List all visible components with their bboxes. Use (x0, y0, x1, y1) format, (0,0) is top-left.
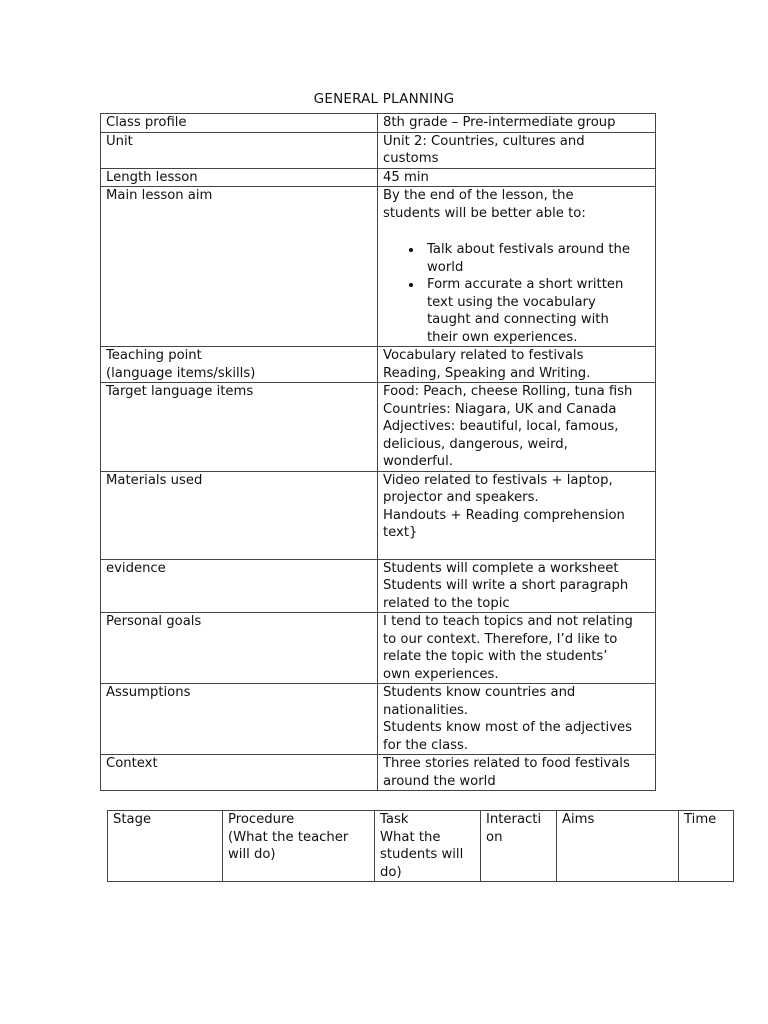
table-header-row (108, 811, 734, 882)
table-row (101, 187, 656, 347)
task-header (375, 811, 481, 882)
aims-header: Aims (557, 811, 679, 882)
list-item-line: text using the vocabulary (427, 294, 596, 310)
table-row (101, 471, 656, 559)
target-language-value (378, 383, 656, 472)
assumptions-label: Assumptions (101, 684, 378, 755)
assumptions-line: Students know countries and (383, 685, 576, 700)
materials-line: text} (383, 525, 418, 540)
context-line: Three stories related to food festivals (383, 756, 630, 771)
unit-value (378, 132, 656, 168)
table-row (101, 613, 656, 684)
materials-line: Handouts + Reading comprehension (383, 507, 625, 523)
teaching-point-label (101, 347, 378, 383)
context-label: Context (101, 755, 378, 791)
procedure-header-line: Procedure (228, 812, 295, 827)
personal-goals-value (378, 613, 656, 684)
materials-value (378, 471, 656, 559)
context-value (378, 755, 656, 791)
materials-label: Materials used (101, 471, 378, 559)
list-item-line: their own experiences. (427, 329, 578, 345)
evidence-line: related to the topic (383, 595, 510, 611)
task-header-line: What the (380, 829, 441, 845)
length-label: Length lesson (101, 168, 378, 187)
task-header-line: do) (380, 864, 402, 880)
assumptions-line: nationalities. (383, 702, 469, 718)
list-item-line: taught and connecting with (427, 312, 609, 327)
class-profile-value: 8th grade – Pre-intermediate group (378, 114, 656, 133)
list-item (423, 241, 650, 276)
personal-goals-line: I tend to teach topics and not relating (383, 614, 633, 629)
class-profile-label: Class profile (101, 114, 378, 133)
teaching-point-line: Vocabulary related to festivals (383, 348, 584, 363)
personal-goals-line: to our context. Therefore, I’d like to (383, 631, 618, 647)
target-language-line: delicious, dangerous, weird, (383, 436, 568, 452)
main-aim-value (378, 187, 656, 347)
list-item-line: world (427, 259, 464, 275)
main-aim-label: Main lesson aim (101, 187, 378, 347)
main-aim-intro-line: students will be better able to: (383, 205, 586, 221)
teaching-point-label-line: Teaching point (106, 348, 202, 363)
page-title: GENERAL PLANNING (313, 91, 455, 107)
evidence-value (378, 559, 656, 613)
list-item-line: • Talk about festivals around the (427, 242, 630, 257)
personal-goals-label: Personal goals (101, 613, 378, 684)
assumptions-line: Students know most of the adjectives (383, 720, 633, 735)
teaching-point-value (378, 347, 656, 383)
time-header: Time (679, 811, 734, 882)
task-header-line: students will (380, 847, 464, 862)
stage-header: Stage (108, 811, 223, 882)
interaction-header-line: Interacti (486, 812, 542, 827)
evidence-line: Students will write a short paragraph (383, 578, 629, 593)
task-header-line: Task (380, 812, 409, 827)
personal-goals-line: relate the topic with the students’ (383, 649, 608, 664)
context-line: around the world (383, 773, 496, 789)
unit-label: Unit (101, 132, 378, 168)
table-row (101, 132, 656, 168)
target-language-label: Target language items (101, 383, 378, 472)
assumptions-line: for the class. (383, 737, 469, 753)
list-item (423, 276, 650, 346)
table-row (101, 383, 656, 472)
table-row (101, 114, 656, 133)
procedure-header-line: (What the teacher (228, 829, 349, 845)
length-value: 45 min (378, 168, 656, 187)
list-item-line: • Form accurate a short written (427, 277, 624, 292)
table-row (101, 559, 656, 613)
table-row (101, 347, 656, 383)
teaching-point-line: Reading, Speaking and Writing. (383, 365, 591, 381)
teaching-point-label-line: (language items/skills) (106, 365, 256, 381)
lesson-stages-table (107, 810, 734, 882)
materials-line: projector and speakers. (383, 490, 539, 505)
aims-list (383, 241, 650, 346)
target-language-line: Food: Peach, cheese Rolling, tuna fish (383, 384, 633, 399)
main-aim-intro-line: By the end of the lesson, the (383, 188, 574, 203)
table-row (101, 684, 656, 755)
table-row (101, 168, 656, 187)
table-row (101, 755, 656, 791)
general-planning-table (100, 113, 656, 791)
target-language-line: Adjectives: beautiful, local, famous, (383, 419, 619, 434)
evidence-label: evidence (101, 559, 378, 613)
assumptions-value (378, 684, 656, 755)
evidence-line: Students will complete a worksheet (383, 560, 619, 576)
unit-value-line: Unit 2: Countries, cultures and (383, 133, 585, 149)
procedure-header (223, 811, 375, 882)
personal-goals-line: own experiences. (383, 666, 499, 682)
target-language-line: wonderful. (383, 454, 453, 469)
interaction-header-line: on (486, 829, 503, 845)
procedure-header-line: will do) (228, 847, 276, 862)
interaction-header (481, 811, 557, 882)
unit-value-line: customs (383, 151, 439, 166)
target-language-line: Countries: Niagara, UK and Canada (383, 401, 617, 417)
materials-line: Video related to festivals + laptop, (383, 472, 613, 488)
